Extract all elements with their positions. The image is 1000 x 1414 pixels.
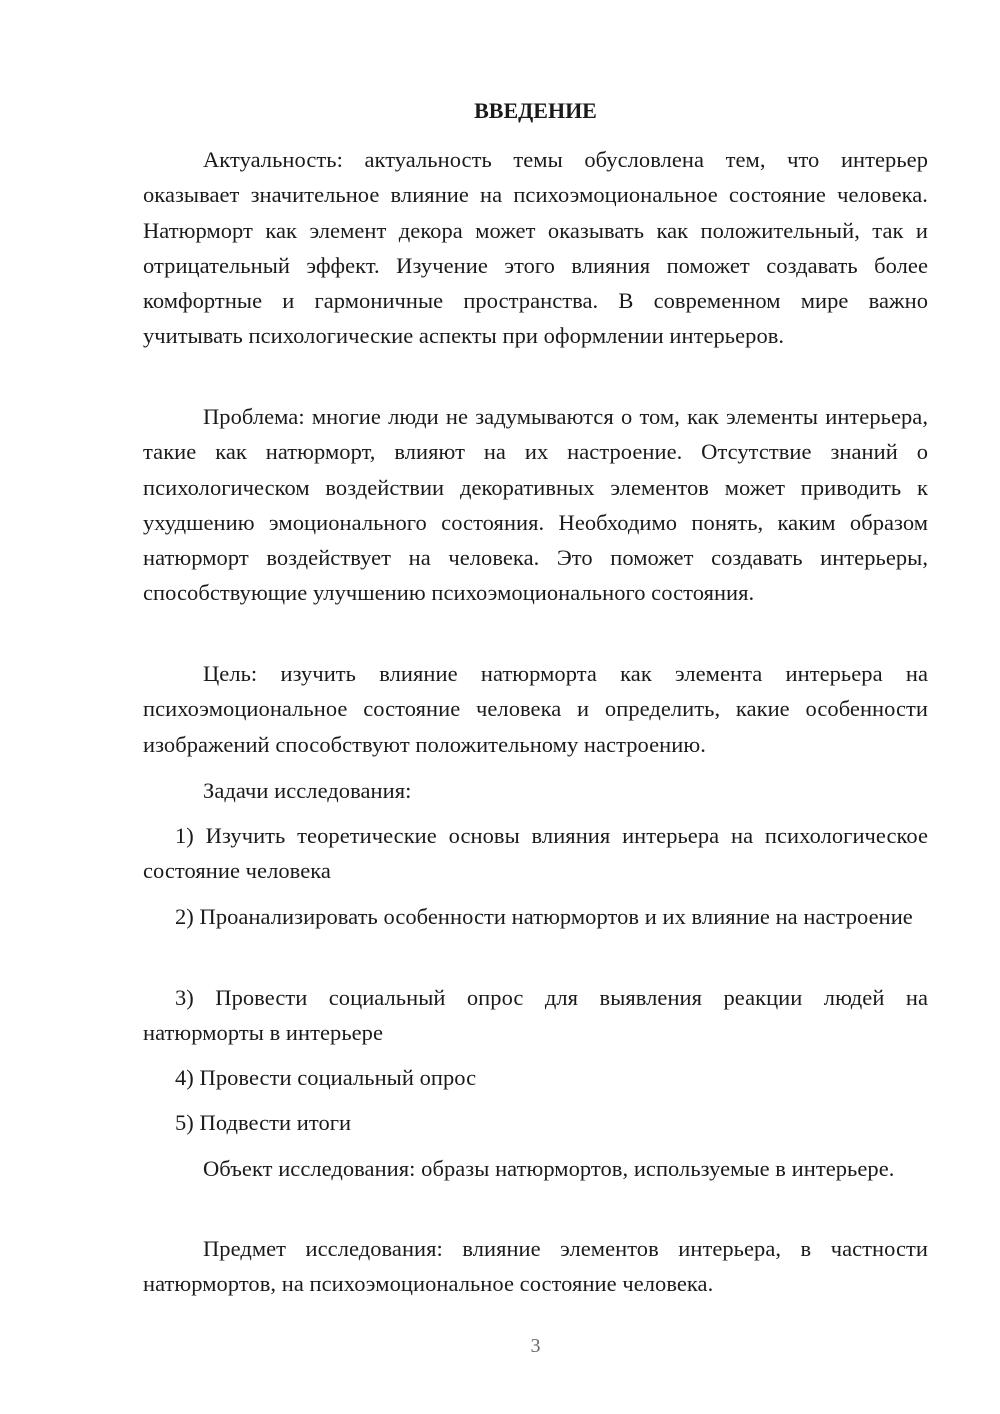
paragraph-problem: Проблема: многие люди не задумываются о том, как элементы интерьера, такие как натюрморт, влияют на их настроение. Отсутствие знаний о психологическом воздействии декоративных элементов может приводить к ухудшению эмоционального состояния. Необходимо понять, каким образом натюрморт воздействует на человека. Это поможет создавать интерьеры, способствующие улучшению психоэмоционального состояния. [143,404,928,606]
list-item-task-5: 5) Подвести итоги [175,1110,352,1135]
list-item-task-2: 2) Проанализировать особенности натюрмортов и их влияние на настроение [175,904,913,929]
paragraph-relevance: Актуальность: актуальность темы обусловлена тем, что интерьер оказывает значительное влияние на психоэмоциональное состояние человека. Натюрморт как элемент декора может оказывать как положительный, так и отрицательный эффект. Изучение этого влияния поможет создавать более комфортные и гармоничные пространства. В современном мире важно учитывать психологические аспекты при оформлении интерьеров. [143,147,928,349]
page-number: 3 [530,1335,541,1357]
paragraph-subject: Предмет исследования: влияние элементов интерьера, в частности натюрмортов, на психоэмоциональное состояние человека. [143,1236,928,1297]
paragraph-tasks-heading: Задачи исследования: [203,778,412,803]
list-item-task-1: 1) Изучить теоретические основы влияния интерьера на психологическое состояние человека [143,823,928,884]
page-title: ВВЕДЕНИЕ [474,98,597,123]
paragraph-goal: Цель: изучить влияние натюрморта как элемента интерьера на психоэмоциональное состояние человека и определить, какие особенности изображений способствуют положительному настроению. [143,661,928,757]
list-item-task-3: 3) Провести социальный опрос для выявления реакции людей на натюрморты в интерьере [143,985,928,1046]
list-item-task-4: 4) Провести социальный опрос [175,1065,477,1090]
paragraph-object: Объект исследования: образы натюрмортов, используемые в интерьере. [203,1156,895,1181]
